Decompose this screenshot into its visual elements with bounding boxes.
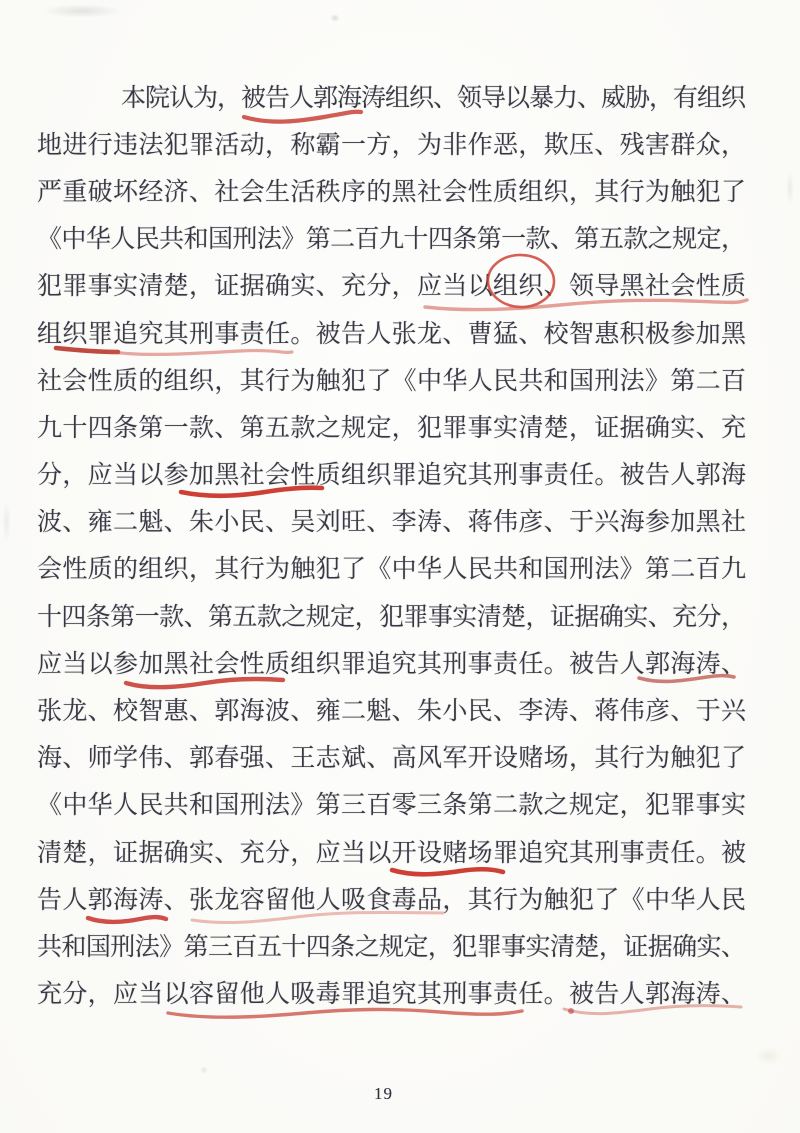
text-line: 共和国刑法》第三百五十四条之规定，犯罪事实清楚，证据确实、 [37, 933, 746, 961]
text-line: 会性质的组织，其行为触犯了《中华人民共和国刑法》第二百九 [37, 556, 747, 584]
scan-smudge [42, 4, 122, 18]
text-line: 告人郭海涛、张龙容留他人吸食毒品，其行为触犯了《中华人民 [37, 886, 747, 914]
text-line: 《中华人民共和国刑法》第二百九十四条第一款、第五款之规定， [37, 226, 746, 254]
text-line: 波、雍二魁、朱小民、吴刘旺、李涛、蒋伟彦、于兴海参加黑社 [37, 509, 747, 537]
text-line: 《中华人民共和国刑法》第三百零三条第二款之规定，犯罪事实 [37, 792, 747, 820]
scan-smudge [786, 170, 794, 206]
text-line: 分，应当以参加黑社会性质组织罪追究其刑事责任。被告人郭海 [37, 462, 747, 490]
text-line: 本院认为，被告人郭海涛组织、领导以暴力、威胁，有组织 [121, 84, 745, 112]
text-line: 严重破坏经济、社会生活秩序的黑社会性质组织，其行为触犯了 [37, 178, 747, 206]
text-line: 九十四条第一款、第五款之规定，犯罪事实清楚，证据确实、充 [37, 414, 747, 442]
text-line: 社会性质的组织，其行为触犯了《中华人民共和国刑法》第二百 [37, 367, 747, 395]
scan-smudge [200, 1066, 208, 1074]
text-line: 地进行违法犯罪活动，称霸一方，为非作恶，欺压、残害群众， [37, 131, 747, 159]
scan-smudge [330, 14, 340, 22]
text-line: 十四条第一款、第五款之规定，犯罪事实清楚，证据确实、充分， [37, 603, 746, 631]
page-number: 19 [374, 1084, 393, 1103]
text-line: 应当以参加黑社会性质组织罪追究其刑事责任。被告人郭海涛、 [37, 650, 747, 678]
text-line: 犯罪事实清楚，证据确实、充分，应当以组织、领导黑社会性质 [37, 273, 747, 301]
text-line: 组织罪追究其刑事责任。被告人张龙、曹猛、校智惠积极参加黑 [37, 320, 747, 348]
scan-smudge [2, 500, 11, 544]
scan-smudge [756, 1048, 782, 1064]
text-line: 清楚，证据确实、充分，应当以开设赌场罪追究其刑事责任。被 [37, 839, 747, 867]
text-line: 海、师学伟、郭春强、王志斌、高风军开设赌场，其行为触犯了 [37, 745, 747, 773]
text-line: 充分，应当以容留他人吸毒罪追究其刑事责任。被告人郭海涛、 [37, 981, 747, 1009]
text-line: 张龙、校智惠、郭海波、雍二魁、朱小民、李涛、蒋伟彦、于兴 [37, 698, 747, 726]
judgment-text-block [37, 72, 746, 1016]
